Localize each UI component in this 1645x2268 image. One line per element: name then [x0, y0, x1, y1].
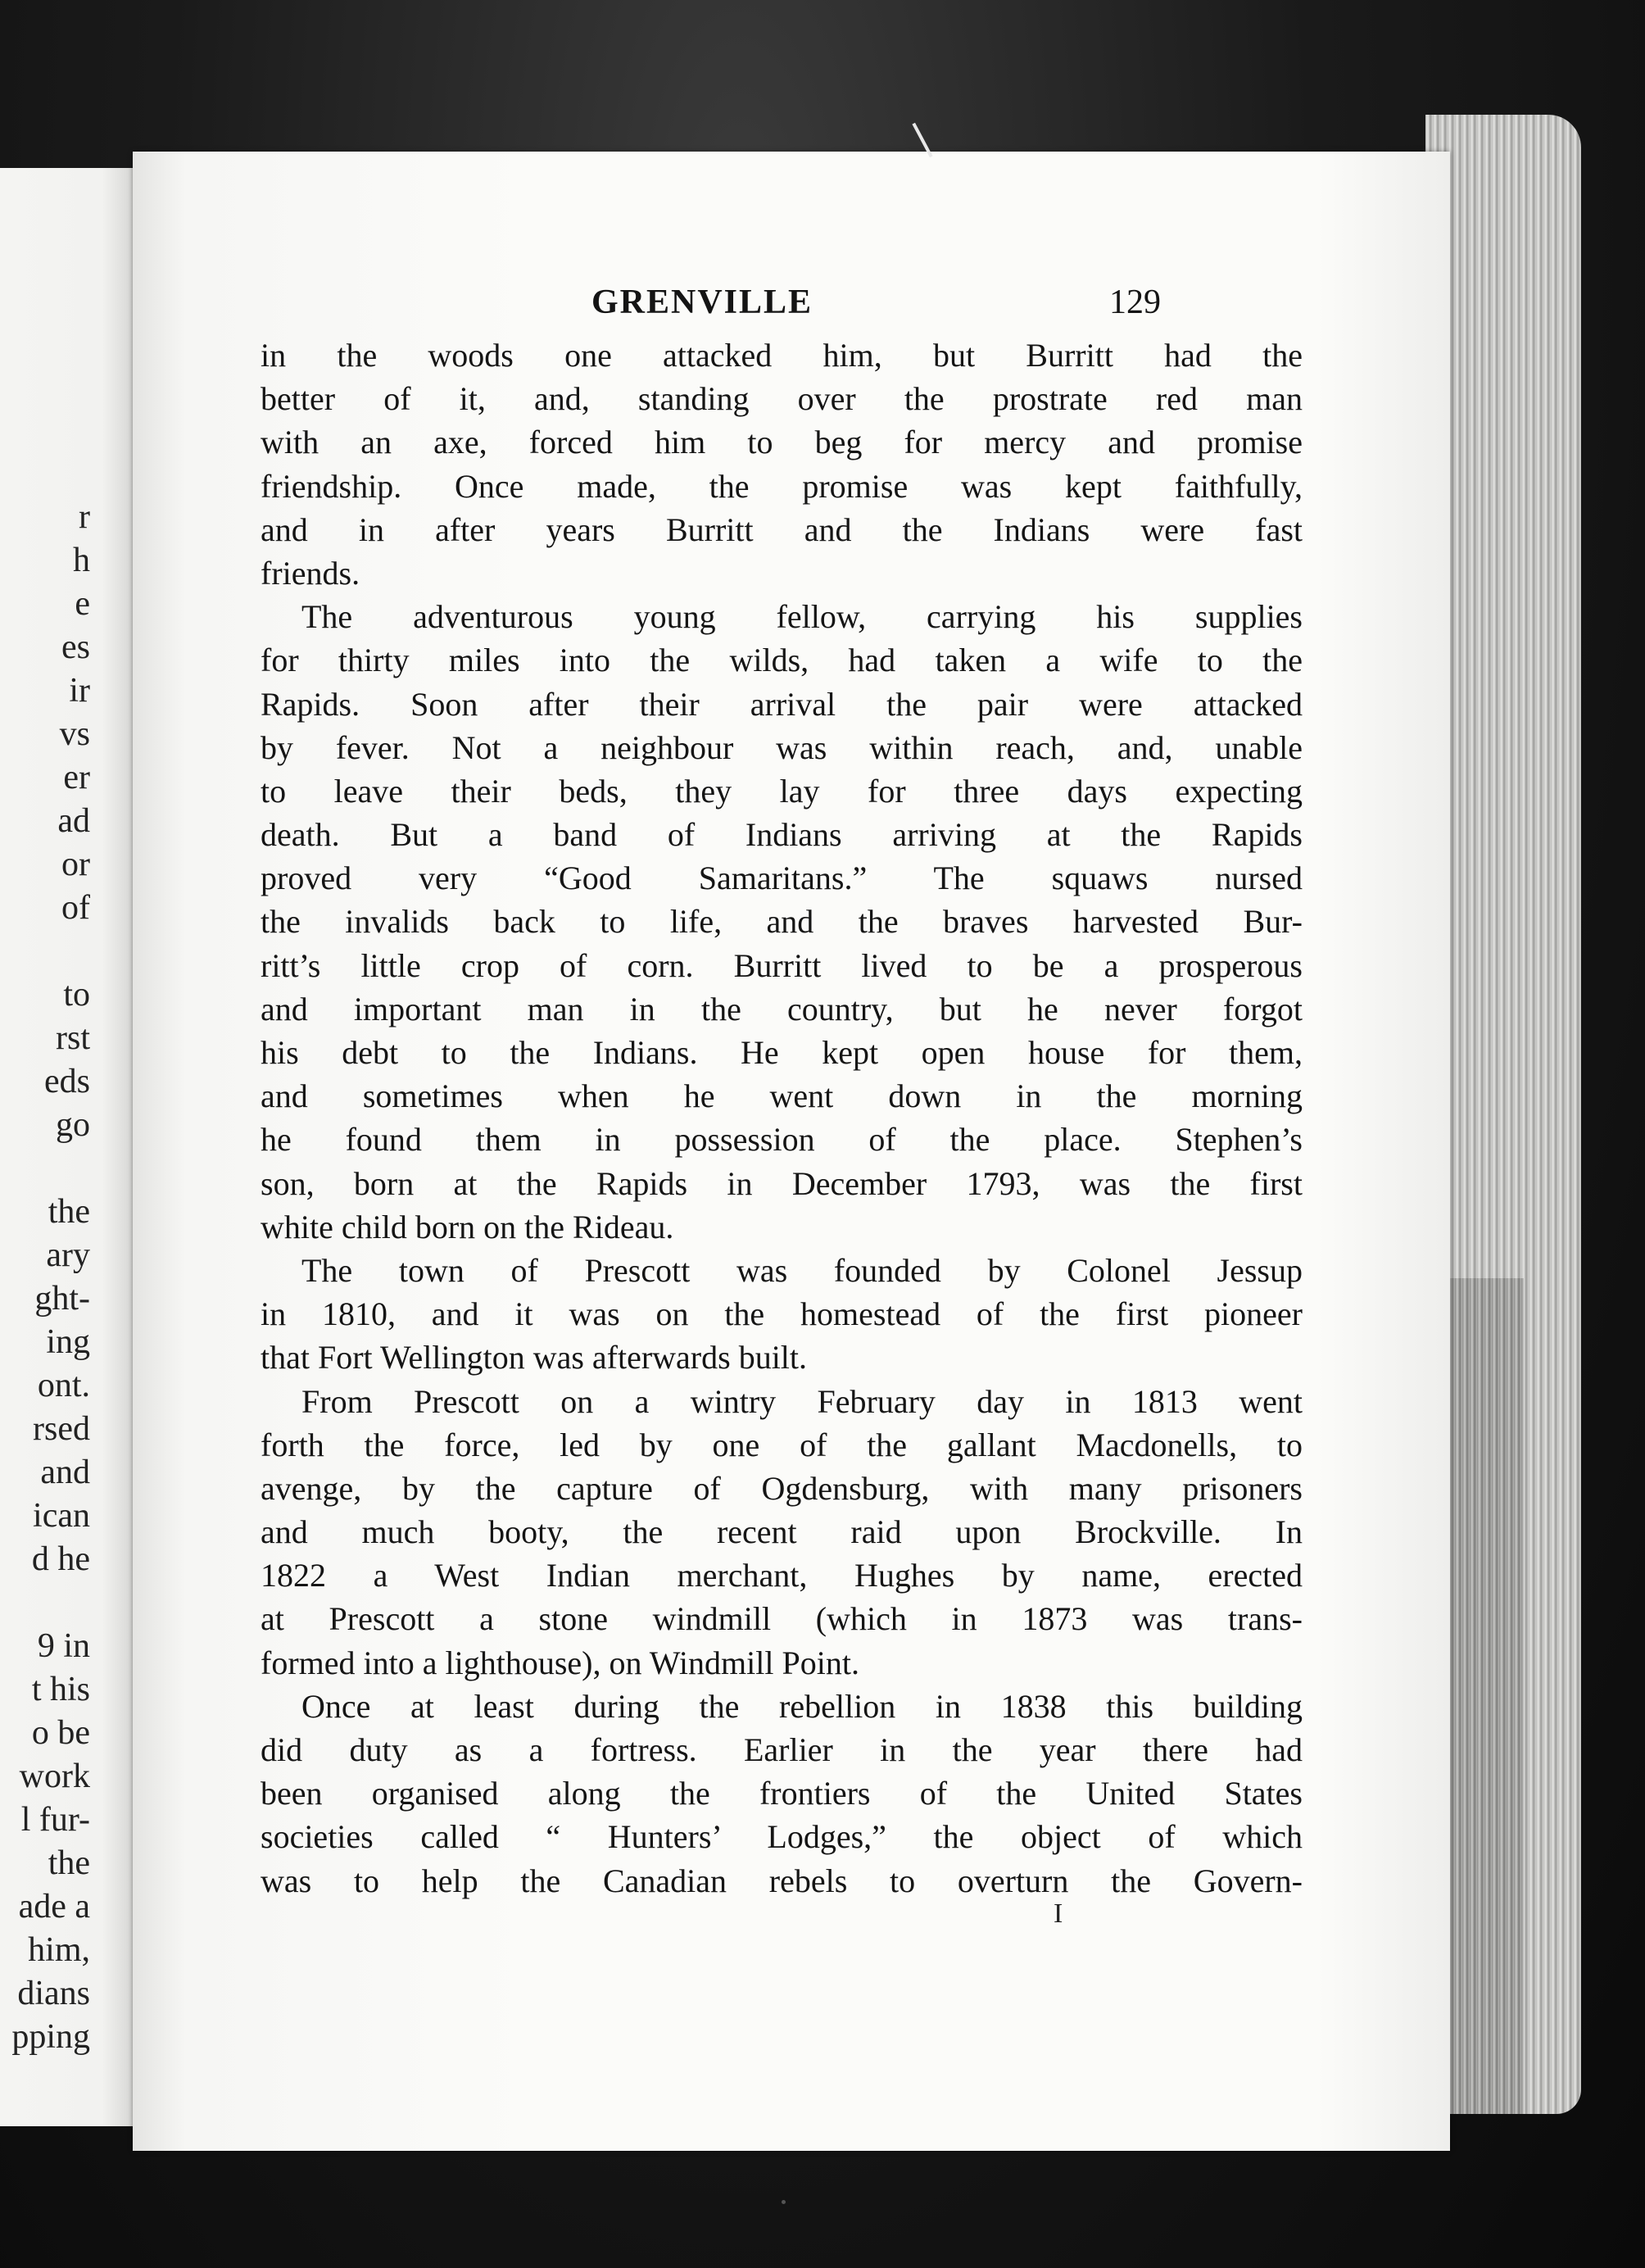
text-line: formed into a lighthouse), on Windmill Point.: [261, 1644, 859, 1681]
left-page-fragment: o be: [31, 1714, 90, 1752]
left-page: [0, 168, 146, 2126]
text-line: friends.: [261, 554, 360, 592]
text-line: at Prescott a stone windmill (which in 1873 was trans-: [261, 1600, 1303, 1638]
text-line: with an axe, forced him to beg for mercy and promise: [261, 424, 1303, 461]
text-line: death. But a band of Indians arriving at the Rapids: [261, 816, 1303, 854]
text-line: son, born at the Rapids in December 1793, was the first: [261, 1164, 1303, 1202]
left-page-fragment: rst: [56, 1019, 90, 1057]
text-line: better of it, and, standing over the prostrate red man: [261, 380, 1303, 418]
left-page-fragment: r: [79, 498, 90, 536]
left-page-fragment: go: [56, 1106, 90, 1144]
text-line: friendship. Once made, the promise was kept faithfully,: [261, 467, 1303, 505]
left-page-fragment: him,: [28, 1931, 90, 1969]
left-page-fragment: [11, 930, 90, 973]
signature-mark: I: [1054, 1898, 1063, 1929]
text-line: that Fort Wellington was afterwards built.: [261, 1339, 808, 1377]
left-page-fragment: ican: [33, 1497, 90, 1535]
text-line: proved very “Good Samaritans.” The squaws nursed: [261, 860, 1303, 897]
left-page-fragment: e: [75, 585, 90, 623]
left-page-fragment: [11, 1581, 90, 1625]
left-page-fragment: es: [61, 628, 90, 666]
text-line: the invalids back to life, and the braves harvested Bur-: [261, 903, 1303, 941]
left-page-fragment: dians: [17, 1975, 90, 2012]
text-line: been organised along the frontiers of the United States: [261, 1775, 1303, 1812]
text-line: forth the force, led by one of the gallant Macdonells, to: [261, 1426, 1303, 1463]
text-line: did duty as a fortress. Earlier in the year there had: [261, 1731, 1303, 1768]
left-page-fragment: to: [63, 976, 90, 1014]
text-line: he found them in possession of the place. Stephen’s: [261, 1121, 1303, 1159]
dust-speck: [782, 2200, 786, 2204]
text-line: his debt to the Indians. He kept open house for them,: [261, 1034, 1303, 1071]
text-line: and in after years Burritt and the Indians were fast: [261, 510, 1303, 548]
left-page-fragment: ght-: [34, 1280, 90, 1318]
left-page-fragment: work: [19, 1758, 90, 1795]
left-page-fragment: ir: [69, 672, 90, 710]
left-page-text-fragments: [11, 496, 90, 2059]
text-line: societies called “ Hunters’ Lodges,” the object of which: [261, 1818, 1303, 1856]
left-page-fragment: [11, 1147, 90, 1191]
left-page-fragment: ing: [46, 1323, 90, 1361]
text-line: avenge, by the capture of Ogdensburg, with many prisoners: [261, 1469, 1303, 1507]
text-line: and much booty, the recent raid upon Brockville. In: [261, 1513, 1303, 1551]
text-line: in the woods one attacked him, but Burritt had the: [261, 337, 1303, 374]
left-page-fragment: ade a: [18, 1888, 90, 1926]
page-number: 129: [1109, 284, 1161, 321]
running-head: [133, 283, 1450, 332]
left-page-fragment: d he: [31, 1540, 90, 1578]
left-page-fragment: eds: [44, 1063, 90, 1100]
left-page-fragment: pping: [11, 2018, 90, 2056]
left-page-fragment: rsed: [33, 1410, 90, 1448]
left-page-fragment: and: [40, 1454, 90, 1491]
left-page-fragment: or: [61, 846, 90, 883]
text-line: was to help the Canadian rebels to overturn the Govern-: [261, 1862, 1303, 1899]
left-page-fragment: h: [73, 542, 90, 579]
text-line: white child born on the Rideau.: [261, 1208, 674, 1245]
left-page-fragment: the: [48, 1193, 90, 1231]
left-page-fragment: the: [48, 1844, 90, 1882]
left-page-fragment: ad: [57, 802, 90, 840]
left-page-fragment: er: [63, 759, 90, 796]
left-page-fragment: ary: [46, 1236, 90, 1274]
left-page-fragment: l fur-: [20, 1801, 90, 1839]
left-page-fragment: of: [61, 889, 90, 927]
text-line: by fever. Not a neighbour was within reach, and, unable: [261, 728, 1303, 766]
text-line: for thirty miles into the wilds, had taken a wife to the: [261, 642, 1303, 679]
text-line: Once at least during the rebellion in 1838 this building: [301, 1687, 1303, 1725]
running-title: GRENVILLE: [591, 284, 813, 321]
text-line: to leave their beds, they lay for three days expecting: [261, 772, 1303, 810]
right-page: [133, 152, 1450, 2151]
body-text: [261, 333, 1303, 1903]
text-line: 1822 a West Indian merchant, Hughes by name, erected: [261, 1557, 1303, 1594]
text-line: The adventurous young fellow, carrying his supplies: [301, 598, 1303, 636]
text-line: and sometimes when he went down in the morning: [261, 1077, 1303, 1115]
left-page-fragment: vs: [59, 715, 90, 753]
text-line: in 1810, and it was on the homestead of the first pioneer: [261, 1295, 1303, 1333]
text-line: The town of Prescott was founded by Colonel Jessup: [301, 1251, 1303, 1289]
text-line: and important man in the country, but he never forgot: [261, 990, 1303, 1027]
left-page-fragment: ont.: [37, 1367, 90, 1404]
text-line: ritt’s little crop of corn. Burritt lived to be a prosperous: [261, 946, 1303, 984]
text-line: From Prescott on a wintry February day in 1813 went: [301, 1382, 1303, 1420]
left-page-fragment: t his: [31, 1671, 90, 1708]
text-line: Rapids. Soon after their arrival the pair were attacked: [261, 685, 1303, 723]
left-page-fragment: 9 in: [37, 1627, 90, 1665]
